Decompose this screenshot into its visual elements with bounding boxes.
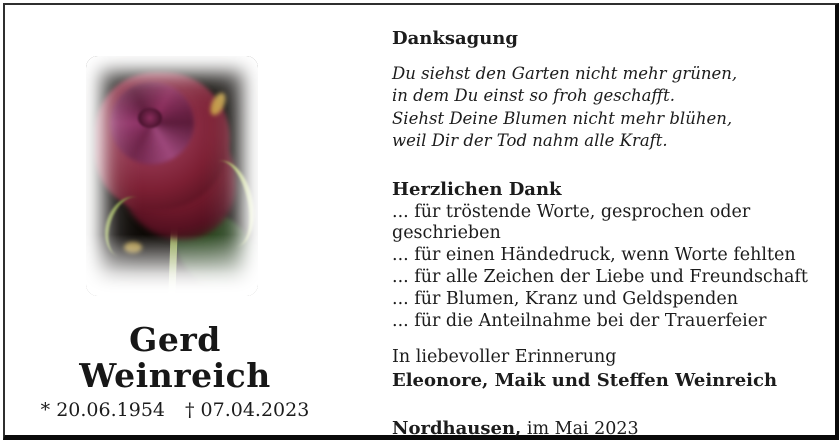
notice-text-column xyxy=(392,28,836,440)
thanks-item: ... für alle Zeichen der Liebe und Freundschaft xyxy=(392,267,808,288)
rose-gold-highlight xyxy=(124,242,142,253)
rose-photo xyxy=(86,56,258,296)
life-dates xyxy=(30,399,320,421)
death-date: † 07.04.2023 xyxy=(185,399,310,421)
poem-line: in dem Du einst so froh geschafft. xyxy=(392,86,675,106)
poem-line: Siehst Deine Blumen nicht mehr blühen, xyxy=(392,108,733,128)
place-name: Nordhausen, xyxy=(392,418,522,440)
thanks-item: ... für Blumen, Kranz und Geldspenden xyxy=(392,288,739,309)
poem-line: Du siehst den Garten nicht mehr grünen, xyxy=(392,64,738,83)
poem-line: weil Dir der Tod nahm alle Kraft. xyxy=(392,131,668,151)
notice-date: im Mai 2023 xyxy=(526,419,639,440)
thanks-list xyxy=(392,202,836,333)
memorial-poem xyxy=(392,63,836,153)
thanks-heading: Herzlichen Dank xyxy=(392,178,562,200)
thanks-item: ... für einen Händedruck, wenn Worte fehlten xyxy=(392,245,796,266)
notice-title: Danksagung xyxy=(392,28,518,49)
remembrance-line: In liebevoller Erinnerung xyxy=(392,347,617,368)
deceased-name: Gerd Weinreich xyxy=(79,320,271,395)
thanks-item: ... für tröstende Worte, gesprochen oder geschrieben xyxy=(392,201,751,244)
birth-date: * 20.06.1954 xyxy=(40,399,165,421)
family-names: Eleonore, Maik und Steffen Weinreich xyxy=(392,370,778,392)
place-date-line xyxy=(392,418,836,440)
thanks-item: ... für die Anteilnahme bei der Trauerfeier xyxy=(392,310,767,331)
rose-center xyxy=(138,108,162,128)
deceased-block xyxy=(30,322,320,421)
